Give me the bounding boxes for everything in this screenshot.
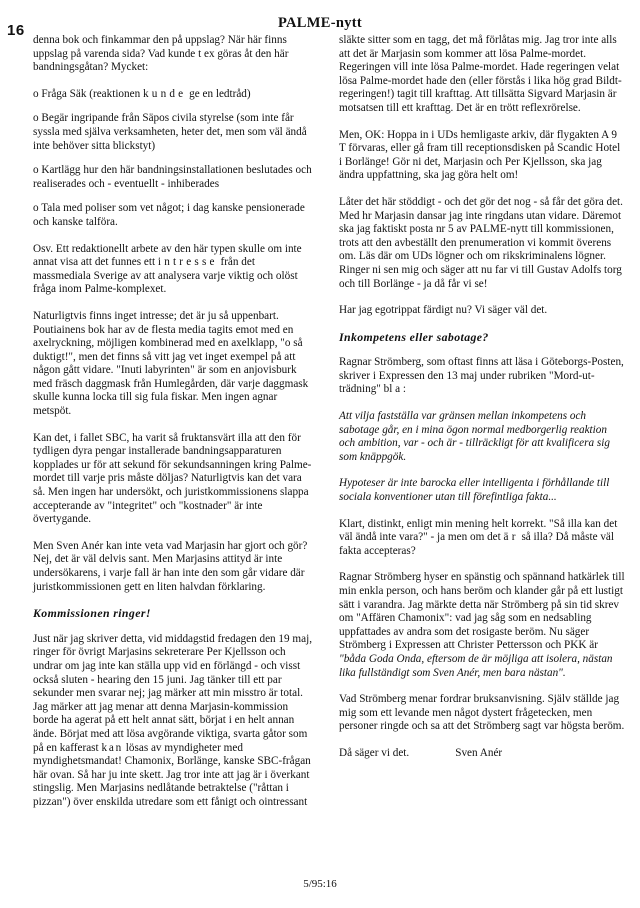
- paragraph: Just när jag skriver detta, vid middagstid fredagen den 19 maj, ringer för övrigt Marjasins sekreterare Per Kjellsson och undrar om jag inte kan ställa upp vid en förlängd - och visst också sluten - hearing den 15 juni. Jag tänker till ett par sekunder men svarar nej; jag märker att min misstro är total. Jag märker att jag menar att denna Marjasin-kommission borde ha agerat på ett helt annat sätt, börjat i en helt annan ände. Börjat med att lösa avgörande viktiga, svarta gåtor som på en kafferast kan lösas av myndigheter med myndighetsmandat! Chamonix, Borlänge, kanske SBC-frågan här ovan. Så har ju inte skett. Jag tror inte att jag är i överkant stingslig. Men Marjasins nedlåtande betraktelse ("råttan i pizzan") över enskilda utredare som ett fånigt och ointressant: [33, 632, 312, 808]
- page-number: 16: [7, 22, 25, 39]
- paragraph: denna bok och finkammar den på uppslag? När här finns uppslag på varenda sida? Vad kunde t ex göras åt den här bandningsgåtan? Mycket:: [33, 34, 289, 74]
- newsletter-title: PALME-nytt: [277, 15, 363, 31]
- paragraph: Osv. Ett redaktionellt arbete av den här typen skulle om inte annat visa att det funnes ett intresse från det massmediala Sverige av att analysera varje viktig och olöst fråga inom Palme-komplexet.: [33, 242, 302, 296]
- paragraph: Kan det, i fallet SBC, ha varit så fruktansvärt illa att den för tydligen dyra pengar installerade bandningsapparaturen kopplades ur för att sekund för sekundsanningen kring Palme-mordet till varje pris måste döljas? Naturligtvis kan det vara så. Men ingen har undersökt, och juristkommissionens slappa accepterande av "integritet" och "kostnader" är inte övertygande.: [33, 431, 312, 526]
- left-column: [33, 34, 314, 823]
- block-quote: Hypoteser är inte barocka eller intelligenta i förhållande till sociala konventioner utan till förefintliga fakta...: [339, 477, 610, 504]
- section-heading: Inkompetens eller sabotage?: [339, 329, 489, 344]
- paragraph: Vad Strömberg menar fordrar bruksanvisning. Själv ställde jag mig som ett levande men något dystert frågetecken, men personer ringde och sa att det Strömberg sagt var högsta beröm.: [339, 693, 625, 733]
- paragraph: Naturligtvis finns inget intresse; det är ju så uppenbart. Poutiainens bok har av de flesta media tagits emot med en axelryckning, möjligen kombinerad med en axelklapp, "o så duktigt!", men det finns så vitt jag vet inget exempel på att någon gått vidare. "Inuti labyrinten" är som en anjovisburk med fräsch daggmask från Humlegården, där varje daggmask skulle kunna locka till sig fula fiskar. Men ingen agnar metspöt.: [33, 309, 309, 418]
- block-quote: Att vilja fastställa var gränsen mellan inkompetens och sabotage går, en i mina ögon normal medborgerlig reaktion och ambition, var - och är - tillräckligt för att kvalificera sig som knäppgök.: [339, 410, 610, 463]
- question-list-item: o Begär ingripande från Säpos civila styrelse (som inte får syssla med själva verksamheten, heter det, men som väl ändå inte behöver sitta blickstyt): [33, 112, 307, 152]
- question-list-item: o Fråga Säk (reaktionen kunde ge en ledtråd): [33, 87, 251, 100]
- author-name: Sven Anér: [455, 746, 503, 759]
- paragraph: Ragnar Strömberg, som oftast finns att läsa i Göteborgs-Posten, skriver i Expressen den 13 maj under rubriken "Mord-ut-trädning" bl a :: [339, 356, 624, 396]
- question-list-item: o Kartlägg hur den här bandningsinstallationen beslutades och realiserades och - eventuellt - inhiberades: [33, 164, 312, 190]
- paragraph: Låter det här stöddigt - och det gör det nog - så får det göra det. Med hr Marjasin dansar jag inte ringdans utan vidare. Däremot ska jag faktiskt posta nr 5 av PALME-nytt till kommissionen, trots att den avbeställt den prenumeration vi kommit överens om. Läs där om UDs lögner och om rikskriminalens lögner. Ringer ni sen mig och säger att nu far vi till Gustav Adolfs torg och till Borlänge - ja då får vi se!: [339, 195, 623, 290]
- section-heading: Kommissionen ringer!: [33, 606, 151, 621]
- paragraph: Men Sven Anér kan inte veta vad Marjasin har gjort och gör? Nej, det är väl delvis sant. Men Marjasins attityd är inte undersökarens, i varje fall är han inte den som går vidare där juristkommissionen gett en liten halvdan förklaring.: [33, 539, 308, 593]
- paragraph: Har jag egotrippat färdigt nu? Vi säger väl det.: [339, 304, 548, 317]
- closing-text: Då säger vi det.: [339, 746, 410, 759]
- paragraph: släkte sitter som en tagg, det må förlåtas mig. Jag tror inte alls att det är Marjasin som kommer att lösa Palme-mordet. Regeringen vill inte lösa Palme-mordet. Hade regeringen velat lösa Palme-mordet hade den (eller förstås i lika hög grad Bildt-regeringen!) tagit till krafttag. Att tillsätta Sigvard Marjasin är motsatsen till ett krafttag. Det är en trött reflexrörelse.: [339, 34, 622, 114]
- paragraph: Klart, distinkt, enligt min mening helt korrekt. "Så illa kan det väl ändå inte vara?" - ja men om det är så illa? Då måste väl fakta accepteras?: [339, 517, 618, 557]
- question-list-item: o Tala med poliser som vet något; i dag kanske pensionerade och kanske talföra.: [33, 202, 305, 228]
- right-column: [339, 34, 625, 761]
- paragraph: Ragnar Strömberg hyser en spänstig och spännand hatkärlek till min enkla person, och hans beröm och klander går på ett lustigt sätt i varandra. Jag märkte detta när Strömberg på sin tid skrev om "Affären Chamonix": vad jag såg som en nedsabling uppfattades av andra som det rosigaste beröm. Nu säger Strömberg i Expressen att Christer Pettersson och PKK är "båda Goda Onda, eftersom de är möjliga att isolera, nästan lika fullständigt som Sven Anér, men bara nästan".: [339, 571, 625, 679]
- paragraph: Men, OK: Hoppa in i UDs hemligaste arkiv, där flygakten A 9 T förvaras, eller gå fram till receptionsdisken på Scandic Hotel i Borlänge! Gör ni det, Marjasin och Per Kjellsson, ska jag ändra uppfattning, ska jag göra helt om!: [339, 128, 621, 182]
- issue-footer: 5/95:16: [303, 878, 337, 890]
- signature-line: [339, 747, 625, 761]
